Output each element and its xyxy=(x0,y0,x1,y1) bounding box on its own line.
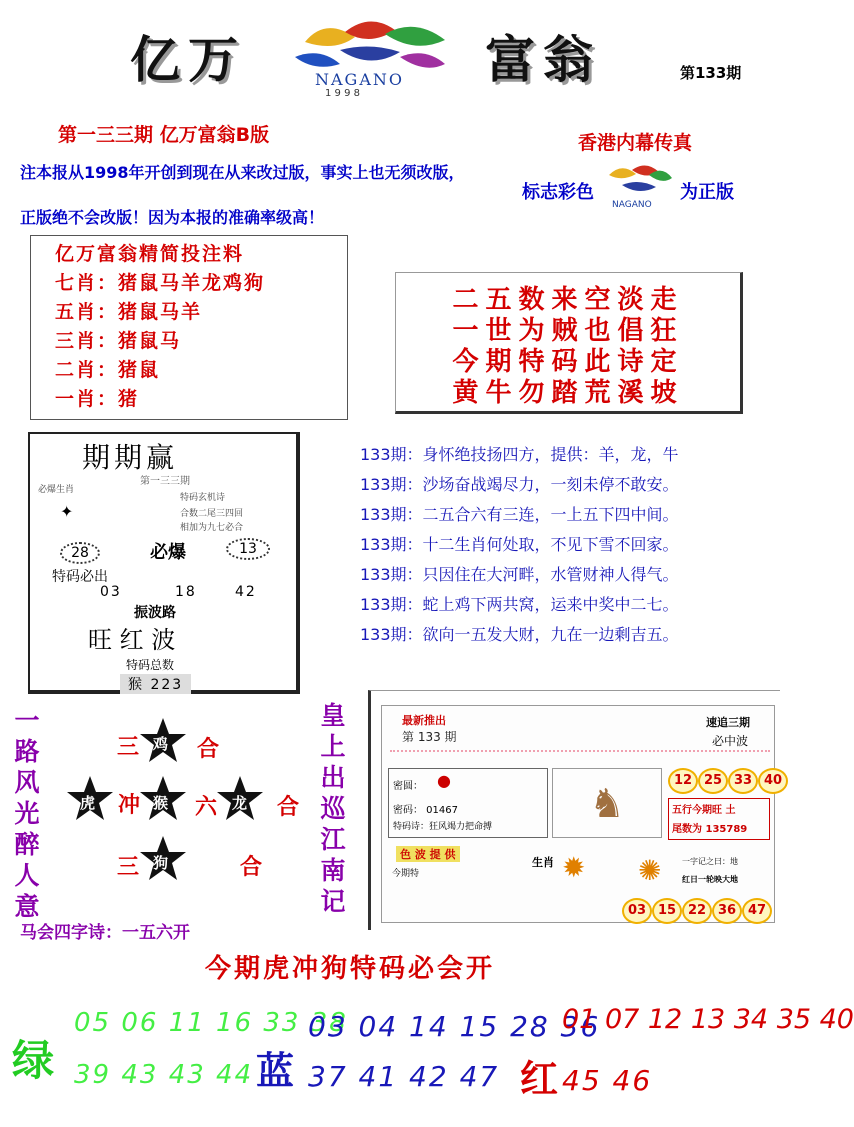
scan-l3: 合数二尾三四回 xyxy=(180,509,244,519)
hint-7: 133期：欲向一五发大财，九在一边剩吉五。 xyxy=(360,625,679,644)
title-left: 亿万 xyxy=(130,30,246,89)
hint-1: 133期：身怀绝技扬四方，提供：羊，龙，牛 xyxy=(360,445,679,464)
row3-1: 狗 xyxy=(153,854,169,872)
row3-0: 三 xyxy=(117,855,140,880)
logo-color-right: 为正版 xyxy=(680,182,734,203)
mini-bball-3: 22 xyxy=(682,898,712,924)
row2-1: 冲 xyxy=(118,793,141,818)
fruit-icon: ● xyxy=(437,771,451,790)
tiger-icon: ✹ xyxy=(562,851,586,884)
picks-box xyxy=(30,235,348,420)
blue-label: 蓝 xyxy=(256,1049,295,1093)
hint-3: 133期：二五合六有三连，一上五下四中间。 xyxy=(360,505,679,524)
lv-2: 风 xyxy=(14,768,40,797)
mini-bball-4: 36 xyxy=(712,898,742,924)
green-label: 绿 xyxy=(12,1036,55,1085)
scan-wave-title: 振波路 xyxy=(134,605,176,621)
mini-code: 密码： 01467 xyxy=(393,805,458,816)
logo-year: 1 9 9 8 xyxy=(325,88,360,99)
mini-ball-3: 33 xyxy=(728,768,758,794)
scan-sub: 第一三三期 xyxy=(140,476,190,487)
nagano-logo xyxy=(285,12,455,107)
mini-red-sun: 红日一轮映大地 xyxy=(682,875,738,884)
hint-list xyxy=(360,440,679,650)
scan-tema: 特码必出 xyxy=(52,569,108,585)
intro-line-1: 注本报从1998年开创到现在从来改过版，事实上也无须改版， xyxy=(20,163,465,182)
mini-dots xyxy=(390,750,770,752)
row3-2: 合 xyxy=(240,855,263,880)
lv-4: 醉 xyxy=(14,830,40,859)
pick-5: 五肖：猪鼠马羊 xyxy=(55,301,203,323)
scan-ball-left: 28 xyxy=(60,542,100,564)
issue-number: 第133期 xyxy=(680,64,742,82)
hint-5: 133期：只因住在大河畔，水管财神人得气。 xyxy=(360,565,679,584)
left-vertical-poem xyxy=(12,705,42,922)
mini-balls-top xyxy=(668,768,788,794)
mini-must-wave: 必中波 xyxy=(712,734,749,748)
scan-must: 必爆 xyxy=(150,542,186,563)
row2-4: 龙 xyxy=(232,794,248,812)
poem-line-3: 今期特码此诗定 xyxy=(452,347,684,377)
scan-num-1: 03 xyxy=(100,584,122,600)
hint-6: 133期：蛇上鸡下两共窝，运来中奖中二七。 xyxy=(360,595,679,614)
rv-4: 江 xyxy=(320,825,346,854)
right-vertical-poem xyxy=(318,700,348,917)
logo-text: NAGANO xyxy=(315,70,405,89)
mini-one-word: 一字记之曰：地 xyxy=(682,857,738,866)
lv-6: 意 xyxy=(14,892,40,921)
poem-line-2: 一世为贼也倡狂 xyxy=(452,316,684,346)
scan-card xyxy=(28,432,300,694)
rv-3: 巡 xyxy=(320,794,346,823)
red-row-1: 01 07 12 13 34 35 40 xyxy=(562,1004,854,1035)
scan-l2: 特码玄机诗 xyxy=(180,493,226,503)
scan-l4: 相加为九七必合 xyxy=(180,523,244,533)
mini-inner xyxy=(381,705,783,923)
mini-issue: 第 133 期 xyxy=(402,730,457,744)
mini-chase: 速追三期 xyxy=(706,716,750,729)
rv-2: 出 xyxy=(320,763,346,792)
rv-0: 皇 xyxy=(320,701,346,730)
lv-1: 路 xyxy=(14,737,40,766)
scan-num-3: 42 xyxy=(235,584,257,600)
blue-row-2: 37 41 42 47 xyxy=(308,1060,500,1093)
mini-zodiac: 生肖 xyxy=(532,856,554,869)
mini-latest: 最新推出 xyxy=(402,714,446,727)
scan-wave: 旺 红 波 xyxy=(88,626,176,654)
scan-num-2: 18 xyxy=(175,584,197,600)
hint-2: 133期：沙场奋战竭尽力，一刻未停不敢安。 xyxy=(360,475,679,494)
pick-1: 一肖：猪 xyxy=(55,388,140,410)
mini-code-box xyxy=(388,768,548,838)
mini-tail: 尾数为 135789 xyxy=(672,824,748,835)
lv-0: 一 xyxy=(14,706,40,735)
mini-ball-1: 12 xyxy=(668,768,698,794)
rv-1: 上 xyxy=(320,732,346,761)
hint-4: 133期：十二生肖何处取，不见下雪不回家。 xyxy=(360,535,679,554)
edition-line: 第一三三期 亿万富翁B版 xyxy=(58,124,270,146)
hk-fax: 香港内幕传真 xyxy=(578,132,693,154)
mini-color-label: 色 波 提 供 xyxy=(396,846,460,862)
rv-6: 记 xyxy=(320,887,346,916)
horse-poem: 马会四字诗：一五六开 xyxy=(20,923,190,943)
mini-poem: 特码诗：狂风竭力把命搏 xyxy=(393,822,493,832)
pick-3: 三肖：猪鼠马 xyxy=(55,330,182,352)
red-label: 红 xyxy=(520,1057,559,1101)
pick-7: 七肖：猪鼠马羊龙鸡狗 xyxy=(55,272,266,294)
scan-total: 猴 223 xyxy=(120,674,191,694)
picks-title: 亿万富翁精简投注料 xyxy=(55,243,245,265)
intro-line-2: 正版绝不会改版！因为本报的准确率级高！ xyxy=(20,208,325,227)
green-row-1: 05 06 11 16 33 38 xyxy=(74,1008,348,1038)
banner: 今期虎冲狗特码必会开 xyxy=(205,954,496,984)
mini-bball-5: 47 xyxy=(742,898,772,924)
blue-row-1: 03 04 14 15 28 36 xyxy=(308,1010,601,1043)
logo-color-left: 标志彩色 xyxy=(522,182,594,203)
row2-0: 虎 xyxy=(80,794,96,812)
mini-bball-1: 03 xyxy=(622,898,652,924)
mini-bball-2: 15 xyxy=(652,898,682,924)
mini-today: 今期特 xyxy=(392,869,420,879)
deity-figure-icon: ♞ xyxy=(552,768,662,838)
mini-code-label: 密圆： xyxy=(393,781,423,792)
title-right: 富翁 xyxy=(485,30,601,89)
poem-box xyxy=(395,272,743,414)
mini-wuxing-box xyxy=(668,798,770,840)
nagano-small-icon xyxy=(604,160,674,205)
mini-wuxing: 五行今期旺 土 xyxy=(672,805,736,816)
scan-title: 期期赢 xyxy=(82,441,179,474)
row1-0: 三 xyxy=(117,735,140,760)
row2-3: 六 xyxy=(195,795,218,820)
row2-2: 猴 xyxy=(153,794,169,812)
pick-2: 二肖：猪鼠 xyxy=(55,359,161,381)
scan-l1: 必爆生肖 xyxy=(38,485,75,495)
row1-1: 鸡 xyxy=(153,735,169,753)
poem-line-4: 黄牛勿踏荒溪坡 xyxy=(452,378,684,408)
mini-ball-2: 25 xyxy=(698,768,728,794)
nagano-flower-icon xyxy=(285,12,455,107)
scan-ball-right: 13 xyxy=(226,538,270,560)
red-row-2: 45 46 xyxy=(562,1064,653,1097)
poem-line-1: 二五数来空淡走 xyxy=(452,285,684,315)
bird-icon: ✦ xyxy=(60,502,74,521)
mini-balls-bottom xyxy=(622,898,772,924)
scan-total-label: 特码总数 xyxy=(126,658,175,672)
lv-3: 光 xyxy=(14,799,40,828)
rv-5: 南 xyxy=(320,856,346,885)
small-logo-text: NAGANO xyxy=(612,200,652,210)
mini-ball-4: 40 xyxy=(758,768,788,794)
small-logo xyxy=(604,160,674,220)
lv-5: 人 xyxy=(14,861,40,890)
row1-2: 合 xyxy=(197,737,220,762)
mini-panel xyxy=(368,690,783,930)
dragon-icon: ✺ xyxy=(638,854,662,887)
green-row-2: 39 43 43 44 xyxy=(74,1060,254,1090)
row2-5: 合 xyxy=(277,795,300,820)
